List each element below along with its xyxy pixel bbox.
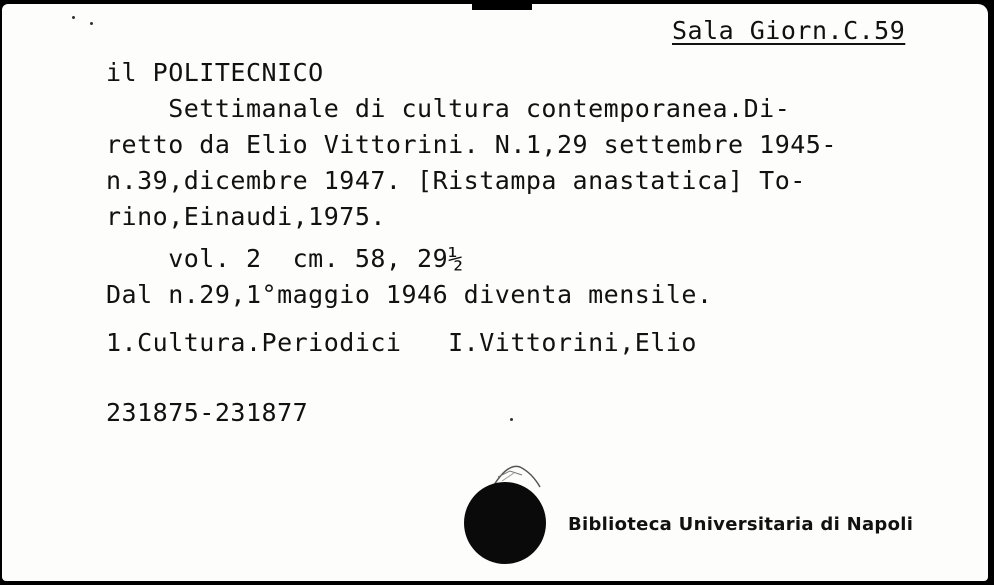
shelfmark: Sala Giorn.C.59	[672, 16, 906, 45]
speck	[90, 22, 93, 25]
library-stamp: Biblioteca Universitaria di Napoli	[568, 514, 914, 535]
speck	[72, 16, 75, 19]
description-line-4: rino,Einaudi,1975.	[106, 202, 386, 231]
card-punch-hole	[464, 482, 546, 564]
speck	[510, 418, 513, 421]
catalog-card	[2, 4, 988, 581]
card-edge-mark	[472, 4, 532, 10]
subject-entries: 1.Cultura.Periodici I.Vittorini,Elio	[106, 328, 697, 357]
description-line-2: retto da Elio Vittorini. N.1,29 settembre 1945-	[106, 130, 837, 159]
description-line-3: n.39,dicembre 1947. [Ristampa anastatica] To-	[106, 166, 806, 195]
description-line-1: Settimanale di cultura contemporanea.Di-	[106, 94, 791, 123]
inventory-numbers: 231875-231877	[106, 398, 309, 427]
publication-note: Dal n.29,1°maggio 1946 diventa mensile.	[106, 280, 713, 309]
physical-description: vol. 2 cm. 58, 29½	[106, 244, 464, 273]
card-title: il POLITECNICO	[106, 58, 324, 87]
